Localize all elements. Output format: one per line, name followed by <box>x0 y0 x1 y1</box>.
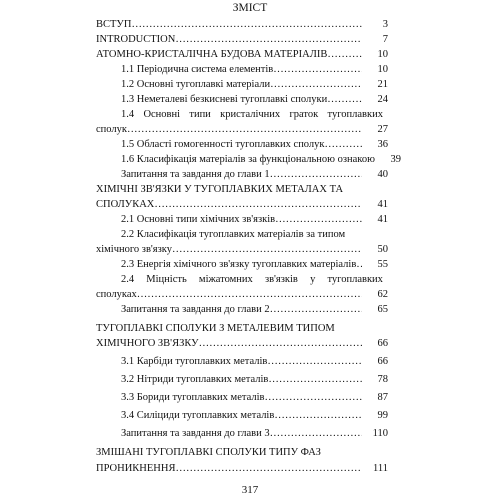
toc-word: у <box>310 274 316 285</box>
toc-entry-title: 1.6 Класифікація матеріалів за функціональною ознакою <box>121 154 375 165</box>
toc-leader <box>273 63 362 76</box>
toc-leader <box>327 48 362 61</box>
toc-entry <box>96 243 388 256</box>
toc-word: тугоплавких <box>327 274 383 285</box>
toc-entry-page: 55 <box>377 259 388 270</box>
toc-word: тугоплавких <box>327 109 383 120</box>
toc-leader <box>127 123 362 136</box>
page-title: ЗМІСТ <box>232 2 268 14</box>
toc-entry-title: 2.3 Енергія хімічного зв'язку тугоплавких матеріалів <box>121 259 357 270</box>
toc-entry <box>121 258 388 271</box>
toc-entry-title: Запитання та завдання до глави 3 <box>121 428 270 439</box>
toc-leader <box>268 373 362 386</box>
toc-entry <box>96 33 388 46</box>
toc-entry <box>121 409 388 422</box>
toc-leader <box>270 303 362 316</box>
toc-entry-title: ХІМІЧНОГО ЗВ'ЯЗКУ <box>96 338 199 349</box>
toc-entry-title: 3.4 Силіциди тугоплавких металів <box>121 410 275 421</box>
toc-entry-page: 50 <box>377 244 388 255</box>
toc-leader <box>274 409 362 422</box>
toc-entry <box>121 93 388 106</box>
toc-entry-page: 111 <box>373 463 388 474</box>
toc-entry <box>96 18 388 31</box>
toc-entry <box>96 462 388 475</box>
toc-entry-title: 1.2 Основні тугоплавкі матеріали <box>121 79 271 90</box>
toc-leader <box>154 198 362 211</box>
toc-entry-page: 65 <box>377 304 388 315</box>
toc-word: Основні <box>143 109 181 120</box>
toc-entry-title: 1.1 Періодична система елементів <box>121 64 274 75</box>
toc-entry-page: 62 <box>377 289 388 300</box>
toc-entry <box>121 138 388 151</box>
toc-entry <box>96 288 388 301</box>
toc-entry-page: 39 <box>390 154 401 165</box>
toc-word: кристалічних <box>220 109 281 120</box>
toc-leader <box>267 355 362 368</box>
toc-word: Міцність <box>146 274 187 285</box>
toc-entry <box>121 63 388 76</box>
toc-entry-page: 3 <box>382 19 388 30</box>
toc-entry-page: 10 <box>377 64 388 75</box>
toc-entry <box>121 213 388 226</box>
page-number: 317 <box>241 484 259 496</box>
toc-chapter-heading: ХІМІЧНІ ЗВ'ЯЗКИ У ТУГОПЛАВКИХ МЕТАЛАХ ТА <box>96 184 344 195</box>
toc-entry-page: 87 <box>377 392 388 403</box>
toc-entry-page: 7 <box>382 34 388 45</box>
toc-word: міжатомних <box>198 274 253 285</box>
toc-entry-title: Запитання та завдання до глави 2 <box>121 304 270 315</box>
toc-entry-title: сполуках <box>96 289 137 300</box>
toc-chapter-heading: ТУГОПЛАВКІ СПОЛУКИ З МЕТАЛЕВИМ ТИПОМ <box>96 323 335 334</box>
toc-entry-title: ПРОНИКНЕННЯ <box>96 463 176 474</box>
toc-entry-page: 10 <box>377 49 388 60</box>
toc-leader <box>270 78 362 91</box>
toc-entry-page: 41 <box>377 199 388 210</box>
toc-entry-title: 3.3 Бориди тугоплавких металів <box>121 392 265 403</box>
toc-leader <box>327 93 362 106</box>
toc-leader <box>270 168 362 181</box>
toc-entry <box>121 153 401 166</box>
toc-entry <box>121 168 388 181</box>
toc-word: 2.4 <box>121 274 135 285</box>
toc-entry-title: сполук <box>96 124 127 135</box>
toc-word: типи <box>189 109 211 120</box>
toc-entry-wrapped-line: 2.2 Класифікація тугоплавких матеріалів за типом <box>121 229 346 240</box>
toc-entry-title: 1.5 Області гомогенності тугоплавких сполук <box>121 139 325 150</box>
toc-entry-page: 24 <box>377 94 388 105</box>
toc-leader <box>275 213 362 226</box>
toc-entry-title: INTRODUCTION <box>96 34 176 45</box>
toc-entry <box>121 373 388 386</box>
toc-entry-title: ВСТУП <box>96 19 132 30</box>
toc-leader <box>264 391 362 404</box>
toc-entry <box>96 48 388 61</box>
toc-entry <box>96 123 388 136</box>
toc-entry-title: хімічного зв'язку <box>96 244 172 255</box>
toc-leader <box>172 243 362 256</box>
toc-leader <box>131 18 362 31</box>
toc-entry-page: 36 <box>377 139 388 150</box>
toc-entry-page: 110 <box>372 428 388 439</box>
toc-entry-wrapped-line <box>121 273 383 286</box>
toc-entry-title: Запитання та завдання до глави 1 <box>121 169 270 180</box>
toc-entry <box>96 337 388 350</box>
toc-entry-title: 3.1 Карбіди тугоплавких металів <box>121 356 268 367</box>
toc-entry <box>121 427 388 440</box>
toc-entry-title: 1.3 Неметалеві безкисневі тугоплавкі сполуки <box>121 94 328 105</box>
toc-entry-page: 66 <box>377 356 388 367</box>
toc-entry-title: АТОМНО-КРИСТАЛІЧНА БУДОВА МАТЕРІАЛІВ <box>96 49 328 60</box>
toc-entry-title: СПОЛУКАХ <box>96 199 155 210</box>
toc-entry <box>121 303 388 316</box>
toc-entry-title: 2.1 Основні типи хімічних зв'язків <box>121 214 276 225</box>
toc-entry-page: 40 <box>377 169 388 180</box>
toc-word: зв'язків <box>264 274 298 285</box>
toc-entry-page: 78 <box>377 374 388 385</box>
toc-leader <box>175 462 362 475</box>
toc-entry <box>121 355 388 368</box>
toc-entry <box>121 78 388 91</box>
toc-entry-title: 3.2 Нітриди тугоплавких металів <box>121 374 269 385</box>
toc-entry-page: 21 <box>377 79 388 90</box>
toc-entry-wrapped-line <box>121 108 383 121</box>
toc-chapter-heading: ЗМІШАНІ ТУГОПЛАВКІ СПОЛУКИ ТИПУ ФАЗ <box>96 447 321 458</box>
toc-leader <box>175 33 362 46</box>
toc-leader <box>270 427 362 440</box>
toc-entry-page: 66 <box>377 338 388 349</box>
toc-leader <box>137 288 362 301</box>
toc-word: граток <box>289 109 319 120</box>
toc-leader <box>199 337 362 350</box>
toc-entry-page: 27 <box>377 124 388 135</box>
toc-entry-page: 41 <box>377 214 388 225</box>
toc-entry <box>96 198 388 211</box>
toc-word: 1.4 <box>121 109 135 120</box>
toc-entry <box>121 391 388 404</box>
toc-leader <box>325 138 362 151</box>
toc-entry-page: 99 <box>377 410 388 421</box>
